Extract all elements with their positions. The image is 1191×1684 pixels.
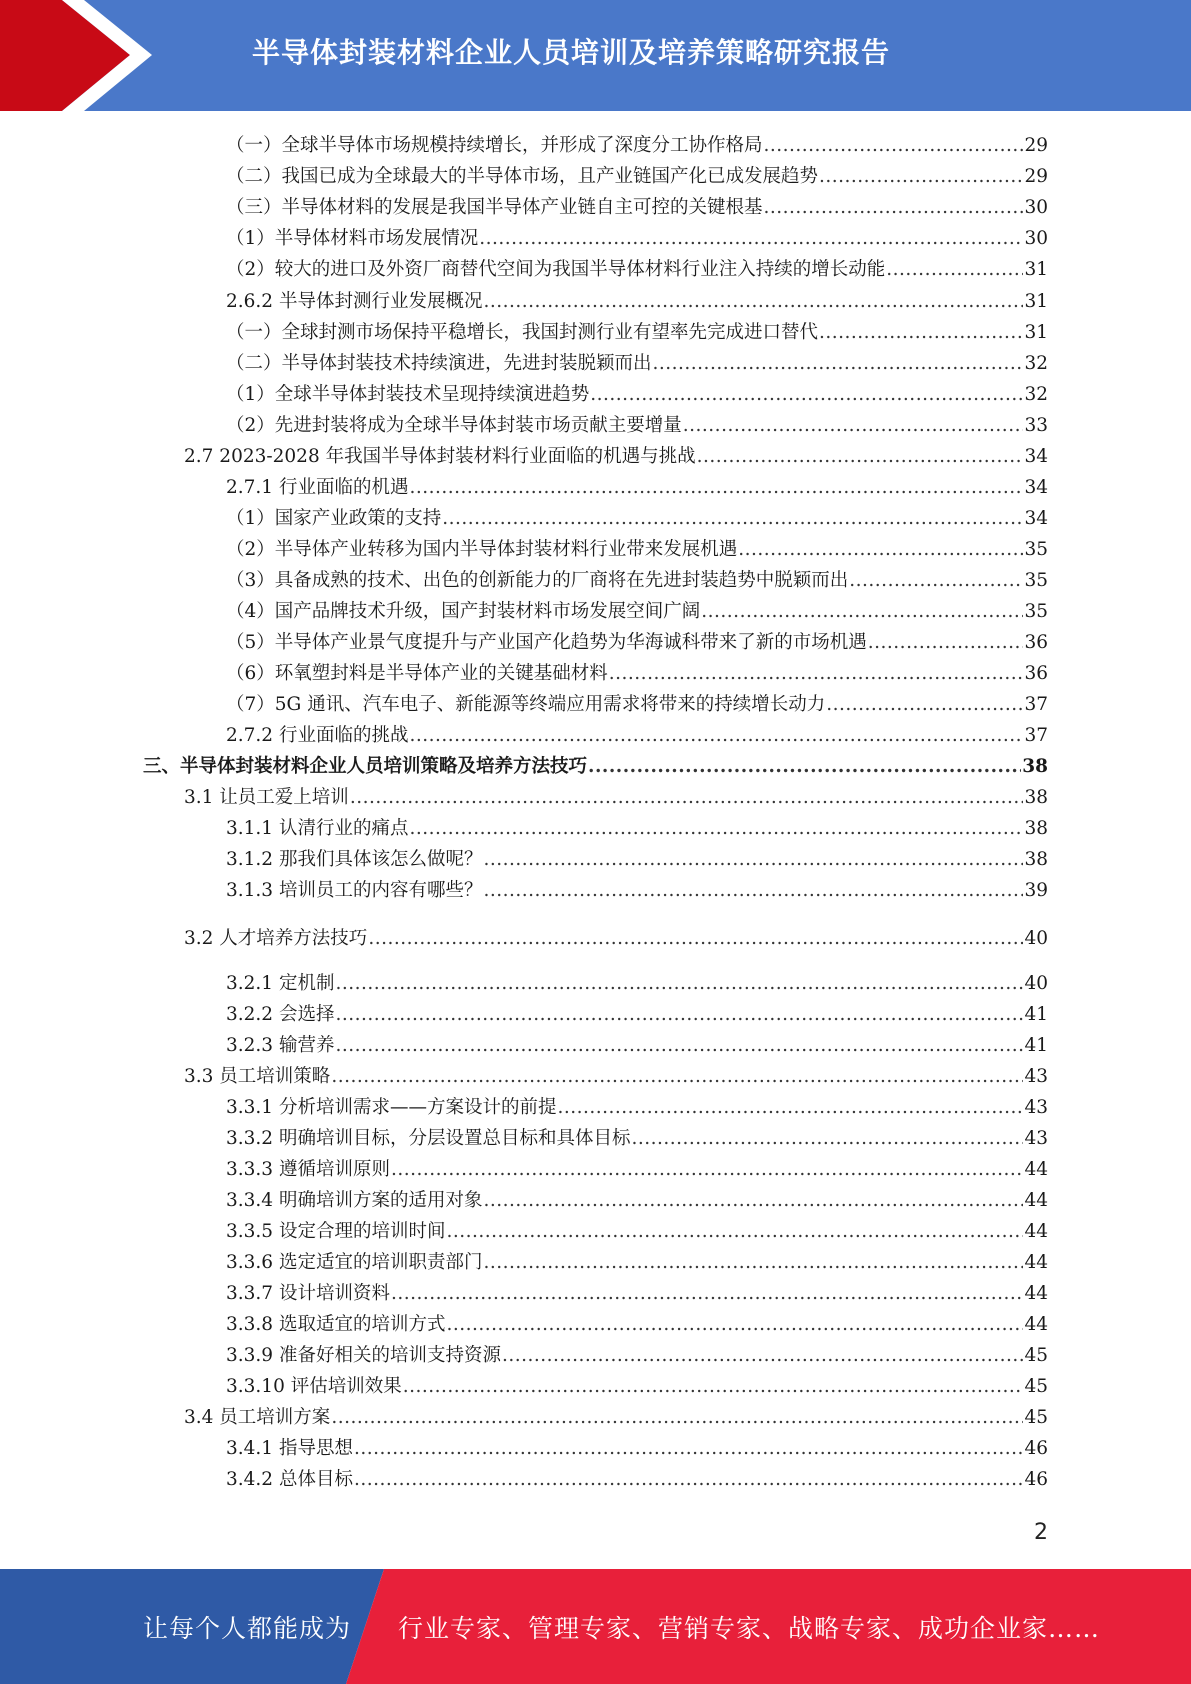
toc-entry[interactable] <box>0 442 1191 472</box>
toc-entry-page: 39 <box>1024 880 1048 901</box>
toc-dot-leader <box>631 1124 1023 1154</box>
toc-dot-leader <box>886 255 1023 285</box>
toc-entry[interactable] <box>0 752 1191 782</box>
toc-dot-leader <box>557 1093 1023 1123</box>
toc-entry-page: 32 <box>1024 353 1048 374</box>
toc-entry-label: 2.7 2023-2028 年我国半导体封装材料行业面临的机遇与挑战 <box>184 446 696 467</box>
toc-entry[interactable] <box>0 535 1191 565</box>
toc-entry-page: 32 <box>1024 384 1048 405</box>
toc-entry[interactable] <box>0 224 1191 254</box>
toc-entry-label: （1）半导体材料市场发展情况 <box>226 228 479 249</box>
toc-entry-page: 40 <box>1024 973 1048 994</box>
toc-entry-page: 46 <box>1024 1438 1048 1459</box>
toc-entry-label: 3.3.3 遵循培训原则 <box>226 1159 390 1180</box>
toc-dot-leader <box>483 1186 1023 1216</box>
toc-dot-leader <box>479 224 1023 254</box>
toc-entry[interactable] <box>0 473 1191 503</box>
toc-entry[interactable] <box>0 1434 1191 1464</box>
toc-dot-leader <box>588 752 1021 782</box>
toc-entry-label: 2.6.2 半导体封测行业发展概况 <box>226 291 483 312</box>
toc-entry-label: 2.7.2 行业面临的挑战 <box>226 725 409 746</box>
toc-entry-label: 3.2.2 会选择 <box>226 1004 335 1025</box>
toc-entry[interactable] <box>0 1403 1191 1433</box>
toc-dot-leader <box>368 924 1023 954</box>
toc-entry-label: （三）半导体材料的发展是我国半导体产业链自主可控的关键根基 <box>226 197 763 218</box>
toc-entry[interactable] <box>0 969 1191 999</box>
toc-entry[interactable] <box>0 1000 1191 1030</box>
toc-entry-label: （6）环氧塑封料是半导体产业的关键基础材料 <box>226 663 608 684</box>
toc-entry-page: 38 <box>1024 787 1048 808</box>
toc-entry[interactable] <box>0 131 1191 161</box>
toc-entry-page: 44 <box>1024 1314 1048 1335</box>
toc-entry-label: （2）半导体产业转移为国内半导体封装材料行业带来发展机遇 <box>226 539 738 560</box>
page-number: 2 <box>1034 1520 1048 1545</box>
toc-dot-leader <box>391 1279 1023 1309</box>
toc-dot-leader <box>590 380 1023 410</box>
toc-entry[interactable] <box>0 1031 1191 1061</box>
toc-entry[interactable] <box>0 1310 1191 1340</box>
toc-entry[interactable] <box>0 924 1191 954</box>
toc-entry-page: 43 <box>1024 1097 1048 1118</box>
toc-dot-leader <box>609 659 1024 689</box>
toc-entry[interactable] <box>0 193 1191 223</box>
toc-entry-label: 3.3.1 分析培训需求——方案设计的前提 <box>226 1097 557 1118</box>
toc-dot-leader <box>483 1248 1023 1278</box>
toc-entry-label: 3.3.8 选取适宜的培训方式 <box>226 1314 446 1335</box>
toc-entry-label: （二）半导体封装技术持续演进，先进封装脱颖而出 <box>226 353 652 374</box>
toc-dot-leader <box>701 597 1023 627</box>
toc-entry-label: （1）全球半导体封装技术呈现持续演进趋势 <box>226 384 590 405</box>
toc-entry[interactable] <box>0 255 1191 285</box>
toc-dot-leader <box>409 721 1023 751</box>
toc-entry-page: 34 <box>1024 477 1048 498</box>
toc-entry-page: 43 <box>1024 1128 1048 1149</box>
toc-entry-page: 29 <box>1024 166 1048 187</box>
toc-dot-leader <box>446 1310 1023 1340</box>
toc-entry-page: 37 <box>1024 725 1048 746</box>
toc-entry-label: 3.4.1 指导思想 <box>226 1438 353 1459</box>
toc-entry-page: 35 <box>1024 570 1048 591</box>
toc-entry-page: 33 <box>1024 415 1048 436</box>
toc-entry[interactable] <box>0 721 1191 751</box>
toc-entry-label: 3.1.3 培训员工的内容有哪些？ <box>226 880 483 901</box>
toc-dot-leader <box>764 131 1024 161</box>
toc-dot-leader <box>335 969 1023 999</box>
toc-entry[interactable] <box>0 411 1191 441</box>
toc-entry-label: （7）5G 通讯、汽车电子、新能源等终端应用需求将带来的持续增长动力 <box>226 694 826 715</box>
toc-entry-page: 45 <box>1024 1376 1048 1397</box>
toc-dot-leader <box>446 1217 1023 1247</box>
toc-entry[interactable] <box>0 380 1191 410</box>
footer-slogan-left: 让每个人都能成为 <box>143 1614 352 1643</box>
toc-dot-leader <box>354 1465 1024 1495</box>
toc-entry[interactable] <box>0 1217 1191 1247</box>
toc-entry[interactable] <box>0 876 1191 906</box>
toc-entry-label: 3.3.9 准备好相关的培训支持资源 <box>226 1345 501 1366</box>
toc-entry-label: 3.1.1 认清行业的痛点 <box>226 818 409 839</box>
toc-dot-leader <box>335 1031 1023 1061</box>
toc-entry-page: 31 <box>1024 259 1048 280</box>
toc-dot-leader <box>409 814 1023 844</box>
toc-dot-leader <box>868 628 1024 658</box>
toc-entry[interactable] <box>0 504 1191 534</box>
toc-entry-page: 44 <box>1024 1159 1048 1180</box>
toc-dot-leader <box>391 1155 1023 1185</box>
toc-entry-label: （二）我国已成为全球最大的半导体市场，且产业链国产化已成发展趋势 <box>226 166 819 187</box>
toc-entry-label: 3.3.5 设定合理的培训时间 <box>226 1221 446 1242</box>
toc-entry-page: 45 <box>1024 1345 1048 1366</box>
toc-entry-page: 30 <box>1024 228 1048 249</box>
toc-entry-page: 45 <box>1024 1407 1048 1428</box>
toc-dot-leader <box>683 411 1024 441</box>
toc-dot-leader <box>764 193 1024 223</box>
toc-entry[interactable] <box>0 1279 1191 1309</box>
toc-entry-page: 41 <box>1024 1035 1048 1056</box>
toc-dot-leader <box>331 1062 1023 1092</box>
toc-entry[interactable] <box>0 1155 1191 1185</box>
toc-entry-page: 29 <box>1024 135 1048 156</box>
toc-entry-page: 30 <box>1024 197 1048 218</box>
report-title: 半导体封装材料企业人员培训及培养策略研究报告 <box>252 36 891 69</box>
toc-dot-leader <box>409 473 1023 503</box>
toc-entry[interactable] <box>0 1124 1191 1154</box>
toc-entry-page: 34 <box>1024 446 1048 467</box>
toc-entry[interactable] <box>0 597 1191 627</box>
toc-entry-page: 31 <box>1024 291 1048 312</box>
toc-entry-page: 41 <box>1024 1004 1048 1025</box>
toc-entry[interactable] <box>0 845 1191 875</box>
toc-dot-leader <box>653 349 1024 379</box>
toc-dot-leader <box>483 876 1023 906</box>
toc-entry-page: 44 <box>1024 1190 1048 1211</box>
toc-entry[interactable] <box>0 162 1191 192</box>
toc-entry-page: 31 <box>1024 322 1048 343</box>
toc-entry-page: 44 <box>1024 1252 1048 1273</box>
toc-dot-leader <box>849 566 1023 596</box>
toc-entry-label: 3.3.6 选定适宜的培训职责部门 <box>226 1252 483 1273</box>
toc-dot-leader <box>826 690 1023 720</box>
toc-entry[interactable] <box>0 690 1191 720</box>
toc-entry[interactable] <box>0 287 1191 317</box>
toc-entry[interactable] <box>0 1093 1191 1123</box>
toc-entry-label: （1）国家产业政策的支持 <box>226 508 442 529</box>
toc-entry-label: 2.7.1 行业面临的机遇 <box>226 477 409 498</box>
toc-entry-label: （3）具备成熟的技术、出色的创新能力的厂商将在先进封装趋势中脱颖而出 <box>226 570 849 591</box>
toc-dot-leader <box>335 1000 1023 1030</box>
toc-dot-leader <box>483 287 1023 317</box>
toc-entry-page: 37 <box>1024 694 1048 715</box>
page-footer <box>0 1569 1191 1684</box>
toc-entry[interactable] <box>0 1465 1191 1495</box>
toc-entry-page: 46 <box>1024 1469 1048 1490</box>
toc-dot-leader <box>483 845 1023 875</box>
toc-dot-leader <box>697 442 1024 472</box>
toc-entry-label: 3.3 员工培训策略 <box>184 1066 331 1087</box>
toc-dot-leader <box>738 535 1023 565</box>
toc-entry[interactable] <box>0 349 1191 379</box>
toc-entry-page: 40 <box>1024 928 1048 949</box>
toc-entry[interactable] <box>0 1062 1191 1092</box>
toc-entry[interactable] <box>0 814 1191 844</box>
toc-dot-leader <box>819 318 1023 348</box>
toc-entry-page: 34 <box>1024 508 1048 529</box>
toc-entry-page: 44 <box>1024 1221 1048 1242</box>
toc-entry-label: （2）较大的进口及外资厂商替代空间为我国半导体材料行业注入持续的增长动能 <box>226 259 886 280</box>
page-header <box>0 0 1191 111</box>
toc-entry-page: 36 <box>1024 632 1048 653</box>
toc-dot-leader <box>331 1403 1023 1433</box>
toc-entry-label: 3.2.3 输营养 <box>226 1035 335 1056</box>
toc-entry[interactable] <box>0 783 1191 813</box>
toc-dot-leader <box>819 162 1023 192</box>
toc-entry-label: （2）先进封装将成为全球半导体封装市场贡献主要增量 <box>226 415 682 436</box>
toc-entry[interactable] <box>0 659 1191 689</box>
toc-entry-label: （一）全球半导体市场规模持续增长，并形成了深度分工协作格局 <box>226 135 763 156</box>
toc-dot-leader <box>403 1372 1024 1402</box>
toc-dot-leader <box>350 783 1024 813</box>
toc-entry-page: 38 <box>1024 818 1048 839</box>
toc-entry-page: 36 <box>1024 663 1048 684</box>
toc-entry-label: （一）全球封测市场保持平稳增长，我国封测行业有望率先完成进口替代 <box>226 322 819 343</box>
toc-entry-page: 43 <box>1024 1066 1048 1087</box>
toc-dot-leader <box>502 1341 1023 1371</box>
toc-entry-label: （4）国产品牌技术升级，国产封装材料市场发展空间广阔 <box>226 601 701 622</box>
toc-entry[interactable] <box>0 566 1191 596</box>
toc-entry-label: 3.3.2 明确培训目标，分层设置总目标和具体目标 <box>226 1128 631 1149</box>
toc-entry-label: 3.1 让员工爱上培训 <box>184 787 349 808</box>
toc-entry[interactable] <box>0 318 1191 348</box>
toc-entry-label: 3.2 人才培养方法技巧 <box>184 928 368 949</box>
toc-entry-page: 38 <box>1024 849 1048 870</box>
toc-entry[interactable] <box>0 628 1191 658</box>
toc-entry-label: （5）半导体产业景气度提升与产业国产化趋势为华海诚科带来了新的市场机遇 <box>226 632 867 653</box>
toc-entry[interactable] <box>0 1372 1191 1402</box>
toc-entry-label: 3.3.4 明确培训方案的适用对象 <box>226 1190 483 1211</box>
toc-entry-page: 35 <box>1024 601 1048 622</box>
toc-entry[interactable] <box>0 1341 1191 1371</box>
toc-dot-leader <box>354 1434 1024 1464</box>
toc-entry-page: 38 <box>1022 756 1048 777</box>
toc-entry-label: 3.4 员工培训方案 <box>184 1407 331 1428</box>
toc-entry-label: 3.3.10 评估培训效果 <box>226 1376 402 1397</box>
toc-entry-page: 44 <box>1024 1283 1048 1304</box>
toc-dot-leader <box>442 504 1023 534</box>
toc-entry-label: 3.2.1 定机制 <box>226 973 335 994</box>
toc-entry[interactable] <box>0 1186 1191 1216</box>
toc-entry-label: 3.1.2 那我们具体该怎么做呢？ <box>226 849 483 870</box>
toc-entry-label: 3.3.7 设计培训资料 <box>226 1283 390 1304</box>
toc-entry[interactable] <box>0 1248 1191 1278</box>
toc-entry-label: 三、半导体封装材料企业人员培训策略及培养方法技巧 <box>143 756 588 777</box>
toc-entry-label: 3.4.2 总体目标 <box>226 1469 353 1490</box>
footer-slogan-right: 行业专家、管理专家、营销专家、战略专家、成功企业家…… <box>398 1614 1101 1643</box>
toc-entry-page: 35 <box>1024 539 1048 560</box>
